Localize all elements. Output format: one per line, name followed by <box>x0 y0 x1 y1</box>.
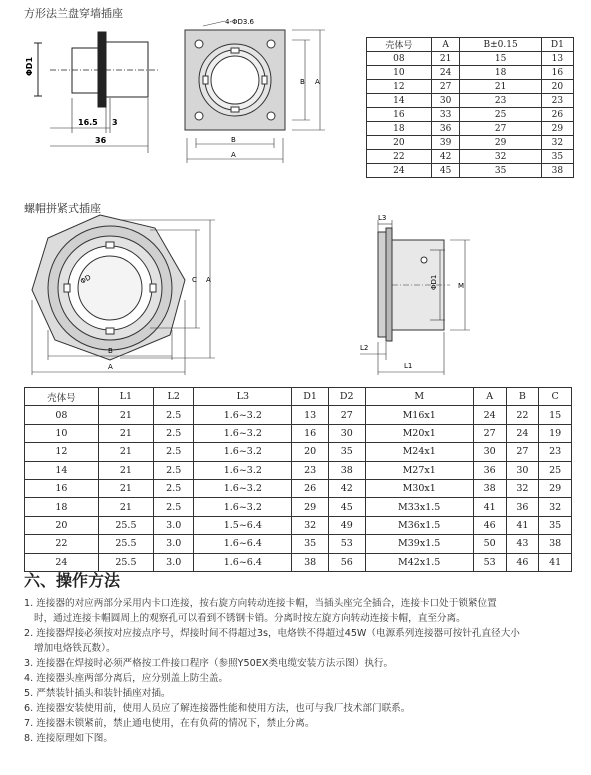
table-row <box>25 424 572 442</box>
table-cell: 45 <box>328 498 365 516</box>
table-cell: 21 <box>98 479 153 497</box>
table-cell: 16 <box>25 479 99 497</box>
table-cell: M33x1.5 <box>365 498 473 516</box>
table-cell: 1.6~3.2 <box>194 461 292 479</box>
table-cell: 27 <box>431 80 460 94</box>
table-header-cell: L2 <box>154 388 194 406</box>
hole-spec-label: 4-ΦD3.6 <box>225 18 255 26</box>
table-row <box>367 52 574 66</box>
table-header-cell: C <box>539 388 572 406</box>
table-cell: 25.5 <box>98 553 153 571</box>
table-cell: 12 <box>25 443 99 461</box>
table-header-cell: D1 <box>292 388 329 406</box>
table-cell: 36 <box>473 461 506 479</box>
table-cell: 1.6~3.2 <box>194 479 292 497</box>
table-cell: 32 <box>506 479 539 497</box>
table-cell: M24x1 <box>365 443 473 461</box>
table-row <box>367 94 574 108</box>
table-cell: 10 <box>25 424 99 442</box>
table-header-cell: D1 <box>541 38 573 52</box>
table-cell: 2.5 <box>154 479 194 497</box>
table-cell: 43 <box>506 535 539 553</box>
table-cell: 27 <box>506 443 539 461</box>
table-cell: 53 <box>328 535 365 553</box>
table-cell: 25 <box>539 461 572 479</box>
table-cell: 21 <box>460 80 541 94</box>
table-cell: 25.5 <box>98 535 153 553</box>
table-header-cell: B±0.15 <box>460 38 541 52</box>
table-header-row <box>367 38 574 52</box>
table-cell: 08 <box>25 406 99 424</box>
table-cell: 35 <box>460 164 541 178</box>
operation-step: 1. 连接器的对应两部分采用内卡口连接，按右旋方向转动连接卡帽，当插头座完全插合，连接卡口处于锁紧位置 <box>24 598 497 609</box>
table-cell: 18 <box>367 122 432 136</box>
table-cell: 24 <box>473 406 506 424</box>
locknut-size-table <box>24 387 572 572</box>
table-cell: 24 <box>506 424 539 442</box>
table-cell: 20 <box>25 516 99 534</box>
locknut-side-view <box>360 220 470 375</box>
table-row <box>25 535 572 553</box>
dim-l1-label: L1 <box>404 362 413 370</box>
table-cell: 29 <box>292 498 329 516</box>
locknut-front-view <box>32 215 215 375</box>
table-cell: 21 <box>98 498 153 516</box>
table-cell: 29 <box>541 122 573 136</box>
table-cell: M20x1 <box>365 424 473 442</box>
flange-front-view <box>185 21 325 163</box>
table-cell: 1.6~3.2 <box>194 424 292 442</box>
table-cell: M27x1 <box>365 461 473 479</box>
table-cell: 19 <box>539 424 572 442</box>
section-heading-locknut: 螺帽拼紧式插座 <box>24 202 101 215</box>
table-cell: M30x1 <box>365 479 473 497</box>
table-cell: 3.0 <box>154 516 194 534</box>
table-cell: 13 <box>292 406 329 424</box>
table-row <box>25 461 572 479</box>
table-cell: 49 <box>328 516 365 534</box>
table-cell: 2.5 <box>154 443 194 461</box>
table-header-cell: L1 <box>98 388 153 406</box>
table-cell: 23 <box>541 94 573 108</box>
dim-l3-label: L3 <box>378 214 387 222</box>
operation-step: 5. 严禁装针插头和装针插座对插。 <box>24 688 171 699</box>
dim-m-label: M <box>458 282 465 290</box>
table-cell: 1.5~6.4 <box>194 516 292 534</box>
table-cell: 18 <box>460 66 541 80</box>
table-cell: 24 <box>431 66 460 80</box>
table-cell: M36x1.5 <box>365 516 473 534</box>
table-cell: 53 <box>473 553 506 571</box>
locknut-drawing <box>20 210 465 380</box>
table-row <box>367 164 574 178</box>
table-cell: 1.6~6.4 <box>194 535 292 553</box>
table-row <box>367 136 574 150</box>
table-cell: 2.5 <box>154 424 194 442</box>
table-row <box>25 516 572 534</box>
table-cell: 3.0 <box>154 553 194 571</box>
operation-title: 六、操作方法 <box>24 571 121 590</box>
operation-step: 2. 连接器焊接必须按对应接点序号，焊接时间不得超过3s，电烙铁不得超过45W（电源系列连接器可按针孔直径大小 <box>24 628 520 639</box>
table-cell: 16 <box>367 108 432 122</box>
table-cell: 27 <box>328 406 365 424</box>
table-header-cell: A <box>473 388 506 406</box>
table-cell: 32 <box>541 136 573 150</box>
dim-l2-label: L2 <box>360 344 369 352</box>
table-cell: 23 <box>292 461 329 479</box>
table-cell: M42x1.5 <box>365 553 473 571</box>
table-cell: 35 <box>292 535 329 553</box>
table-cell: 23 <box>460 94 541 108</box>
table-cell: 13 <box>541 52 573 66</box>
table-cell: 1.6~3.2 <box>194 443 292 461</box>
operation-step: 时，通过连接卡帽圆周上的观察孔可以看到不锈钢卡销。分离时按左旋方向转动连接卡帽，直至分离。 <box>34 613 466 624</box>
table-header-cell: D2 <box>328 388 365 406</box>
dim-a-bottom-label: A <box>231 151 236 159</box>
table-header-cell: L3 <box>194 388 292 406</box>
table-row <box>25 479 572 497</box>
table-row <box>367 122 574 136</box>
operation-step: 6. 连接器安装使用前，使用人员应了解连接器性能和使用方法，也可与我厂技术部门联系。 <box>24 703 411 714</box>
table-cell: 15 <box>460 52 541 66</box>
dim-a-bottom-label: A <box>108 363 113 371</box>
table-cell: 24 <box>367 164 432 178</box>
section-heading-square-flange: 方形法兰盘穿墙插座 <box>24 7 123 20</box>
operation-step: 7. 连接器未锁紧前，禁止通电使用，在有负荷的情况下，禁止分离。 <box>24 718 315 729</box>
table-cell: 2.5 <box>154 461 194 479</box>
inner-d-label: ΦD <box>79 273 93 286</box>
table-cell: 23 <box>539 443 572 461</box>
table-cell: 16 <box>292 424 329 442</box>
table-cell: M39x1.5 <box>365 535 473 553</box>
dim-c-label: C <box>192 276 197 284</box>
table-row <box>25 498 572 516</box>
table-cell: 50 <box>473 535 506 553</box>
table-cell: 33 <box>431 108 460 122</box>
table-cell: 21 <box>98 461 153 479</box>
table-row <box>367 108 574 122</box>
table-cell: 32 <box>292 516 329 534</box>
table-cell: 38 <box>539 535 572 553</box>
operation-step: 3. 连接器在焊接时必须严格按工件接口程序（参照Y50EX类电缆安装方法示图）执行。 <box>24 658 394 669</box>
table-cell: 22 <box>367 150 432 164</box>
table-cell: 26 <box>541 108 573 122</box>
table-cell: 42 <box>431 150 460 164</box>
table-cell: 41 <box>473 498 506 516</box>
table-cell: 35 <box>539 516 572 534</box>
table-cell: 21 <box>98 424 153 442</box>
operation-step: 增加电烙铁瓦数）。 <box>34 643 116 654</box>
operation-step: 8. 连接原理如下图。 <box>24 733 113 744</box>
table-cell: 30 <box>506 461 539 479</box>
table-cell: 18 <box>25 498 99 516</box>
table-cell: 14 <box>25 461 99 479</box>
table-cell: 46 <box>473 516 506 534</box>
table-cell: 25.5 <box>98 516 153 534</box>
table-row <box>25 406 572 424</box>
table-cell: 32 <box>539 498 572 516</box>
table-cell: 15 <box>539 406 572 424</box>
table-row <box>367 80 574 94</box>
table-cell: 20 <box>292 443 329 461</box>
table-cell: 21 <box>98 443 153 461</box>
table-cell: 38 <box>541 164 573 178</box>
table-cell: 30 <box>328 424 365 442</box>
table-cell: 38 <box>473 479 506 497</box>
table-cell: 16 <box>541 66 573 80</box>
square-flange-drawing <box>20 18 340 168</box>
table-cell: 56 <box>328 553 365 571</box>
table-cell: 21 <box>98 406 153 424</box>
dim-36-label: 36 <box>95 136 107 145</box>
table-cell: 22 <box>25 535 99 553</box>
dim-b-right-label: B <box>300 78 305 86</box>
table-cell: 27 <box>460 122 541 136</box>
flange-side-view <box>34 32 160 153</box>
table-cell: 2.5 <box>154 498 194 516</box>
table-cell: 35 <box>541 150 573 164</box>
table-cell: 45 <box>431 164 460 178</box>
table-cell: 30 <box>431 94 460 108</box>
table-cell: 41 <box>539 553 572 571</box>
table-cell: 08 <box>367 52 432 66</box>
table-cell: 38 <box>292 553 329 571</box>
operation-steps <box>24 596 580 746</box>
table-header-cell: 壳体号 <box>25 388 99 406</box>
table-cell: 10 <box>367 66 432 80</box>
table-cell: 22 <box>506 406 539 424</box>
table-cell: 35 <box>328 443 365 461</box>
table-cell: 2.5 <box>154 406 194 424</box>
flange-size-table <box>366 37 574 178</box>
table-cell: 41 <box>506 516 539 534</box>
table-cell: M16x1 <box>365 406 473 424</box>
table-cell: 20 <box>541 80 573 94</box>
table-cell: 30 <box>473 443 506 461</box>
table-cell: 46 <box>506 553 539 571</box>
dim-b-label: B <box>108 347 113 355</box>
table-header-cell: B <box>506 388 539 406</box>
table-row <box>25 443 572 461</box>
table-cell: 39 <box>431 136 460 150</box>
table-cell: 24 <box>25 553 99 571</box>
table-cell: 38 <box>328 461 365 479</box>
operation-step: 4. 连接器头座两部分离后，应分别盖上防尘盖。 <box>24 673 229 684</box>
table-header-cell: M <box>365 388 473 406</box>
table-cell: 32 <box>460 150 541 164</box>
table-cell: 1.6~3.2 <box>194 406 292 424</box>
dim-16-5-label: 16.5 <box>78 118 98 127</box>
table-cell: 14 <box>367 94 432 108</box>
table-cell: 42 <box>328 479 365 497</box>
table-cell: 29 <box>460 136 541 150</box>
table-cell: 12 <box>367 80 432 94</box>
table-cell: 27 <box>473 424 506 442</box>
table-cell: 21 <box>431 52 460 66</box>
table-header-cell: A <box>431 38 460 52</box>
table-header-row <box>25 388 572 406</box>
table-cell: 25 <box>460 108 541 122</box>
table-cell: 36 <box>506 498 539 516</box>
table-cell: 36 <box>431 122 460 136</box>
dim-3-label: 3 <box>112 118 118 127</box>
dim-d1-label: ΦD1 <box>25 56 34 76</box>
table-cell: 1.6~6.4 <box>194 553 292 571</box>
dim-b-bottom-label: B <box>231 136 236 144</box>
table-cell: 1.6~3.2 <box>194 498 292 516</box>
dim-a-right-label: A <box>315 78 320 86</box>
table-row <box>367 66 574 80</box>
table-header-cell: 壳体号 <box>367 38 432 52</box>
dim-a-label: A <box>206 276 211 284</box>
dim-d1-label: ΦD1 <box>430 274 438 290</box>
table-cell: 3.0 <box>154 535 194 553</box>
table-cell: 26 <box>292 479 329 497</box>
table-row <box>367 150 574 164</box>
table-cell: 29 <box>539 479 572 497</box>
table-cell: 20 <box>367 136 432 150</box>
